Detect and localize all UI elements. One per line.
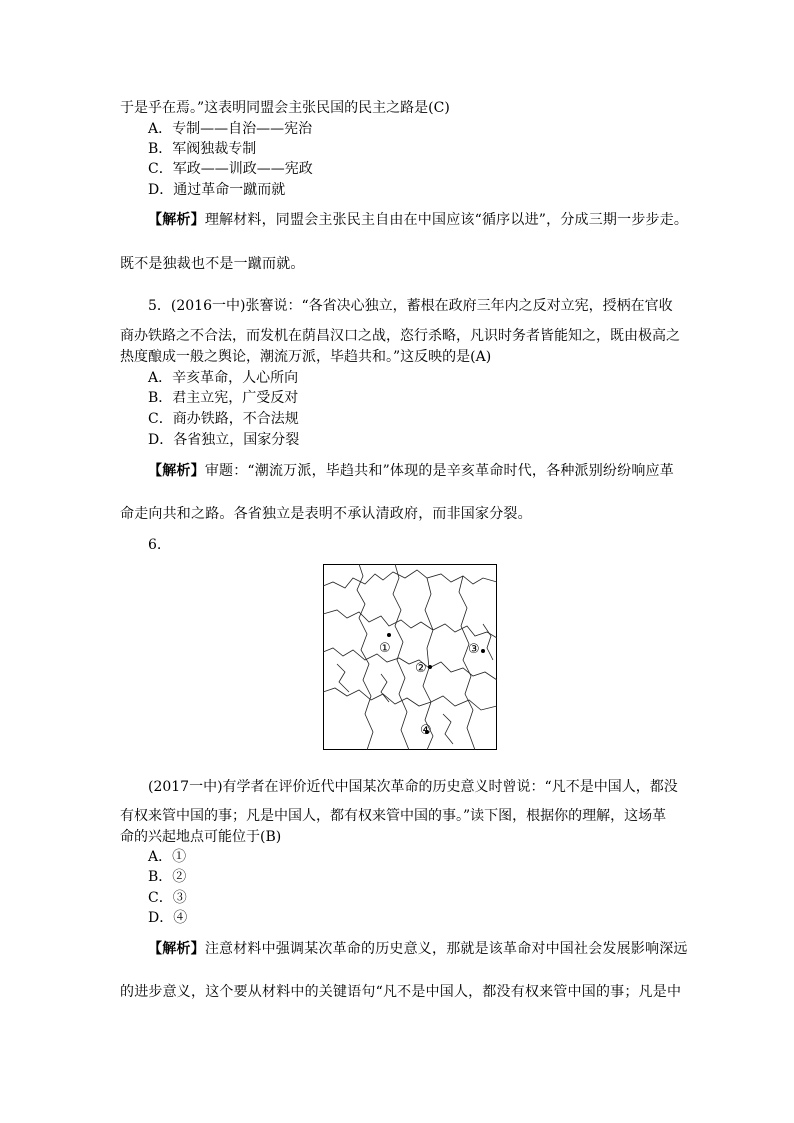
q6-stem-line3: 命的兴起地点可能位于(B): [120, 829, 282, 845]
analysis-tag: 【解析】: [148, 941, 205, 957]
q6-option-c: C．③: [148, 890, 187, 906]
q5-stem-line3: 热度酿成一般之舆论，潮流万派，毕趋共和。”这反映的是(A): [120, 349, 492, 365]
q6-analysis-text: 注意材料中强调某次革命的历史意义，那就是该革命对中国社会发展影响深远: [204, 941, 688, 957]
q4-option-a: A．专制——自治——宪治: [148, 121, 313, 137]
q6-number: 6.: [148, 537, 162, 553]
location-2-dot: [428, 665, 432, 669]
q5-option-a: A．辛亥革命，人心所向: [148, 370, 299, 386]
q5-analysis-text: 审题：“潮流万派，毕趋共和”体现的是辛亥革命时代，各种派别纷纷响应革: [204, 463, 674, 479]
q5-stem-line1: 5．(2016一中)张謇说：“各省决心独立，蓄根在政府三年内之反对立宪，授柄在官收: [148, 298, 673, 314]
q4-analysis-cont: 既不是独裁也不是一蹴而就。: [120, 256, 305, 272]
q4-analysis-text: 理解材料，同盟会主张民主自由在中国应该“循序以进”，分成三期一步步走。: [204, 212, 689, 228]
location-1-dot: [387, 633, 391, 637]
location-3-dot: [481, 649, 485, 653]
map-label-1: ①: [379, 641, 391, 656]
q4-option-c: C．军政——训政——宪政: [148, 161, 313, 177]
q6-option-b: B．②: [148, 869, 187, 885]
q4-analysis: [148, 211, 688, 229]
q6-option-a: A．①: [148, 849, 187, 865]
q5-option-c: C．商办铁路，不合法规: [148, 411, 299, 427]
q6-analysis: [148, 940, 688, 958]
q5-option-d: D．各省独立，国家分裂: [148, 432, 300, 448]
q5-stem-line2: 商办铁路之不合法，而发机在荫昌汉口之战，恣行杀略，凡识时务者皆能知之，既由极高之: [120, 328, 680, 344]
q4-option-b: B．军阀独裁专制: [148, 141, 257, 157]
map-label-4: ④: [420, 723, 432, 738]
q6-stem-line1: (2017一中)有学者在评价近代中国某次革命的历史意义时曾说：“凡不是中国人，都没: [148, 779, 678, 795]
q4-stem-tail: 于是乎在焉。”这表明同盟会主张民国的民主之路是(C): [120, 100, 450, 116]
q5-option-b: B．君主立宪，广受反对: [148, 390, 299, 406]
map-label-3: ③: [468, 642, 480, 657]
analysis-tag: 【解析】: [148, 212, 205, 228]
q5-analysis-cont: 命走向共和之路。各省独立是表明不承认清政府，而非国家分裂。: [120, 506, 532, 522]
china-southeast-map: [323, 564, 497, 750]
map-label-2: ②: [415, 661, 427, 676]
q6-analysis-cont: 的进步意义，这个要从材料中的关键语句“凡不是中国人，都没有权来管中国的事；凡是中: [120, 984, 682, 1000]
q4-option-d: D．通过革命一蹴而就: [148, 182, 286, 198]
q6-option-d: D．④: [148, 910, 188, 926]
q6-stem-line2: 有权来管中国的事；凡是中国人，都有权来管中国的事。”读下图，根据你的理解，这场革: [120, 808, 667, 824]
analysis-tag: 【解析】: [148, 463, 205, 479]
q5-analysis: [148, 462, 674, 480]
